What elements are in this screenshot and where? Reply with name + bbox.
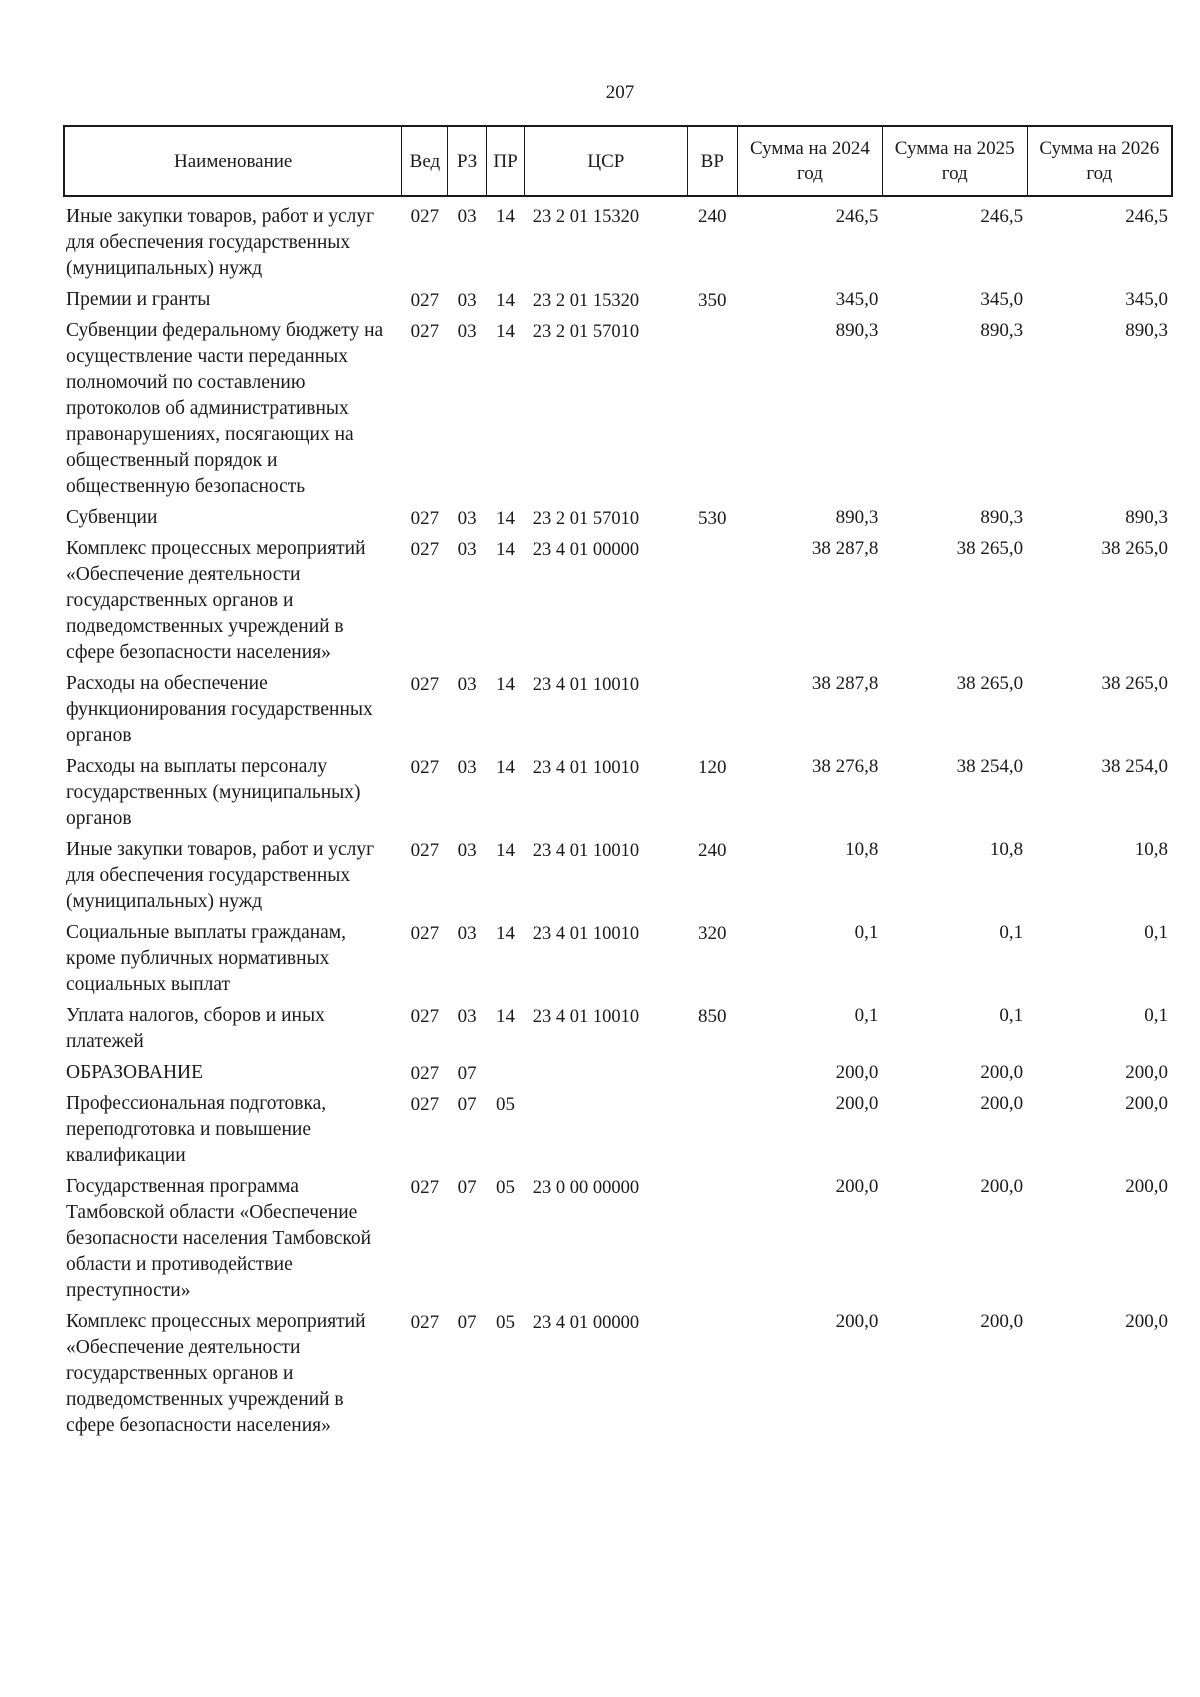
- row-name: ОБРАЗОВАНИЕ: [66, 1062, 204, 1083]
- row-csr: 23 4 01 00000: [532, 1313, 640, 1333]
- row-name: Иные закупки товаров, работ и услуг для обеспечения государственных (муниципальных) нужд: [66, 839, 375, 912]
- row-sum-2026: 0,1: [1144, 1005, 1168, 1026]
- row-rz: 03: [457, 923, 477, 944]
- row-pr: 14: [496, 206, 516, 227]
- row-rz: 03: [457, 206, 477, 227]
- row-sum-2026: 200,0: [1125, 1176, 1168, 1197]
- row-name: Расходы на выплаты персоналу государственных (муниципальных) органов: [66, 756, 361, 829]
- row-pr: 14: [496, 539, 516, 560]
- row-sum-2026: 38 254,0: [1101, 756, 1168, 777]
- row-ved: 027: [410, 539, 440, 560]
- row-vr: [687, 1060, 737, 1091]
- row-ved: 027: [410, 1177, 440, 1198]
- row-sum-2025: 890,3: [980, 507, 1024, 528]
- table-row: [64, 1091, 1172, 1174]
- row-sum-2024: 10,8: [845, 839, 879, 860]
- row-pr: 14: [496, 1006, 516, 1027]
- row-pr: 14: [496, 508, 516, 529]
- header-sum-2026: Сумма на 2026 год: [1027, 126, 1172, 196]
- row-name: Расходы на обеспечение функционирования государственных органов: [66, 673, 373, 746]
- row-sum-2024: 890,3: [835, 507, 879, 528]
- header-vr: ВР: [687, 126, 737, 196]
- row-rz: 07: [457, 1063, 477, 1084]
- header-ved: Вед: [402, 126, 448, 196]
- row-sum-2025: 38 265,0: [956, 538, 1024, 559]
- header-pr: ПР: [486, 126, 524, 196]
- row-rz: 07: [457, 1094, 477, 1115]
- row-name: Социальные выплаты гражданам, кроме публичных нормативных социальных выплат: [66, 922, 347, 995]
- row-vr: 350: [698, 290, 727, 311]
- table-row: [64, 196, 1172, 287]
- row-csr: 23 4 01 10010: [532, 924, 640, 944]
- row-sum-2025: 345,0: [980, 289, 1024, 310]
- row-sum-2026: 890,3: [1125, 320, 1168, 341]
- row-csr: 23 4 01 10010: [532, 675, 640, 695]
- row-sum-2024: 200,0: [835, 1062, 879, 1083]
- row-pr: 05: [496, 1094, 516, 1115]
- row-vr: [687, 536, 737, 671]
- row-name: Премии и гранты: [66, 289, 211, 310]
- row-vr: 320: [698, 923, 727, 944]
- row-sum-2025: 200,0: [980, 1062, 1024, 1083]
- row-sum-2026: 10,8: [1134, 839, 1168, 860]
- row-ved: 027: [410, 757, 440, 778]
- row-rz: 07: [457, 1177, 477, 1198]
- row-sum-2024: 345,0: [835, 289, 879, 310]
- page-number: 207: [605, 82, 635, 103]
- row-name: Комплекс процессных мероприятий «Обеспечение деятельности государственных органов и подведомственных учреждений в сфере безопасности населения»: [66, 1311, 366, 1436]
- row-sum-2025: 200,0: [980, 1093, 1024, 1114]
- table-row: [64, 671, 1172, 754]
- row-ved: 027: [410, 674, 440, 695]
- row-ved: 027: [410, 321, 440, 342]
- row-name: Государственная программа Тамбовской области «Обеспечение безопасности населения Тамбовской области и противодействие преступности»: [66, 1176, 372, 1301]
- row-ved: 027: [410, 923, 440, 944]
- row-sum-2026: 38 265,0: [1101, 673, 1168, 694]
- table-row: [64, 754, 1172, 837]
- row-ved: 027: [410, 1006, 440, 1027]
- row-pr: 14: [496, 923, 516, 944]
- row-ved: 027: [410, 508, 440, 529]
- row-rz: 03: [457, 321, 477, 342]
- row-sum-2025: 246,5: [980, 206, 1024, 227]
- table-row: [64, 287, 1172, 318]
- row-rz: 03: [457, 1006, 477, 1027]
- row-ved: 027: [410, 1063, 440, 1084]
- row-sum-2026: 345,0: [1125, 289, 1168, 310]
- row-sum-2026: 246,5: [1125, 206, 1168, 227]
- row-sum-2024: 246,5: [835, 206, 879, 227]
- row-sum-2024: 38 276,8: [811, 756, 879, 777]
- table-row: [64, 1003, 1172, 1060]
- row-sum-2024: 200,0: [835, 1311, 879, 1332]
- row-csr: 23 4 01 10010: [532, 841, 640, 861]
- row-pr: 14: [496, 290, 516, 311]
- row-vr: 240: [698, 840, 727, 861]
- row-rz: 03: [457, 539, 477, 560]
- row-vr: 850: [698, 1006, 727, 1027]
- table-body: [64, 196, 1172, 1444]
- table-row: [64, 1174, 1172, 1309]
- row-csr: [525, 1060, 687, 1091]
- row-name: Профессиональная подготовка, переподготовка и повышение квалификации: [66, 1093, 327, 1166]
- header-rz: РЗ: [448, 126, 486, 196]
- row-pr: 14: [496, 757, 516, 778]
- row-sum-2026: 890,3: [1125, 507, 1168, 528]
- row-rz: 07: [457, 1312, 477, 1333]
- table-row: [64, 837, 1172, 920]
- row-pr: 14: [496, 840, 516, 861]
- row-pr: 14: [496, 321, 516, 342]
- row-ved: 027: [410, 1094, 440, 1115]
- row-sum-2025: 10,8: [989, 839, 1024, 860]
- row-csr: 23 2 01 57010: [532, 322, 640, 342]
- row-csr: 23 2 01 15320: [532, 207, 640, 227]
- row-sum-2025: 38 254,0: [956, 756, 1024, 777]
- row-vr: [687, 1091, 737, 1174]
- table-row: [64, 536, 1172, 671]
- header-name: Наименование: [64, 126, 402, 196]
- row-name: Субвенции федеральному бюджету на осуществление части переданных полномочий по составлению протоколов об административных правонарушениях, посягающих на общественный порядок и общественную безопасность: [66, 320, 384, 497]
- table-row: [64, 505, 1172, 536]
- row-sum-2024: 890,3: [835, 320, 879, 341]
- row-vr: [687, 318, 737, 505]
- row-sum-2024: 38 287,8: [811, 538, 879, 559]
- row-sum-2026: 200,0: [1125, 1311, 1168, 1332]
- row-name: Иные закупки товаров, работ и услуг для обеспечения государственных (муниципальных) нужд: [66, 206, 375, 279]
- table-header: [64, 126, 1172, 196]
- row-pr: 14: [496, 674, 516, 695]
- row-sum-2026: 200,0: [1125, 1062, 1168, 1083]
- table-row: [64, 1060, 1172, 1091]
- row-vr: [687, 1309, 737, 1444]
- table-row: [64, 920, 1172, 1003]
- row-rz: 03: [457, 840, 477, 861]
- row-sum-2024: 38 287,8: [811, 673, 879, 694]
- row-ved: 027: [410, 206, 440, 227]
- row-csr: 23 4 01 10010: [532, 758, 640, 778]
- row-name: Комплекс процессных мероприятий «Обеспечение деятельности государственных органов и подведомственных учреждений в сфере безопасности населения»: [66, 538, 366, 663]
- row-sum-2026: 38 265,0: [1101, 538, 1168, 559]
- row-sum-2025: 0,1: [999, 1005, 1024, 1026]
- row-csr: 23 4 01 10010: [532, 1007, 640, 1027]
- row-pr: 05: [496, 1312, 516, 1333]
- row-sum-2025: 38 265,0: [956, 673, 1024, 694]
- table-row: [64, 1309, 1172, 1444]
- row-sum-2026: 0,1: [1144, 922, 1168, 943]
- row-sum-2024: 200,0: [835, 1093, 879, 1114]
- row-ved: 027: [410, 840, 440, 861]
- row-vr: 120: [698, 757, 727, 778]
- row-rz: 03: [457, 508, 477, 529]
- row-vr: [687, 671, 737, 754]
- row-vr: 240: [698, 206, 727, 227]
- row-sum-2025: 890,3: [980, 320, 1024, 341]
- row-csr: 23 2 01 15320: [532, 291, 640, 311]
- header-csr: ЦСР: [525, 126, 687, 196]
- row-ved: 027: [410, 290, 440, 311]
- row-sum-2025: 0,1: [999, 922, 1024, 943]
- row-sum-2026: 200,0: [1125, 1093, 1168, 1114]
- row-sum-2025: 200,0: [980, 1311, 1024, 1332]
- row-csr: [525, 1091, 687, 1174]
- row-name: Уплата налогов, сборов и иных платежей: [66, 1005, 325, 1052]
- row-sum-2024: 200,0: [835, 1176, 879, 1197]
- row-pr: [486, 1060, 524, 1091]
- header-sum-2025: Сумма на 2025 год: [882, 126, 1027, 196]
- row-pr: 05: [496, 1177, 516, 1198]
- row-ved: 027: [410, 1312, 440, 1333]
- row-sum-2024: 0,1: [854, 922, 879, 943]
- row-rz: 03: [457, 674, 477, 695]
- row-sum-2025: 200,0: [980, 1176, 1024, 1197]
- row-sum-2024: 0,1: [854, 1005, 879, 1026]
- row-rz: 03: [457, 290, 477, 311]
- row-vr: 530: [698, 508, 727, 529]
- row-rz: 03: [457, 757, 477, 778]
- row-vr: [687, 1174, 737, 1309]
- table-row: [64, 318, 1172, 505]
- row-csr: 23 2 01 57010: [532, 509, 640, 529]
- row-csr: 23 4 01 00000: [532, 540, 640, 560]
- budget-table: [63, 125, 1173, 1444]
- row-csr: 23 0 00 00000: [532, 1178, 640, 1198]
- row-name: Субвенции: [66, 507, 158, 528]
- header-sum-2024: Сумма на 2024 год: [738, 126, 883, 196]
